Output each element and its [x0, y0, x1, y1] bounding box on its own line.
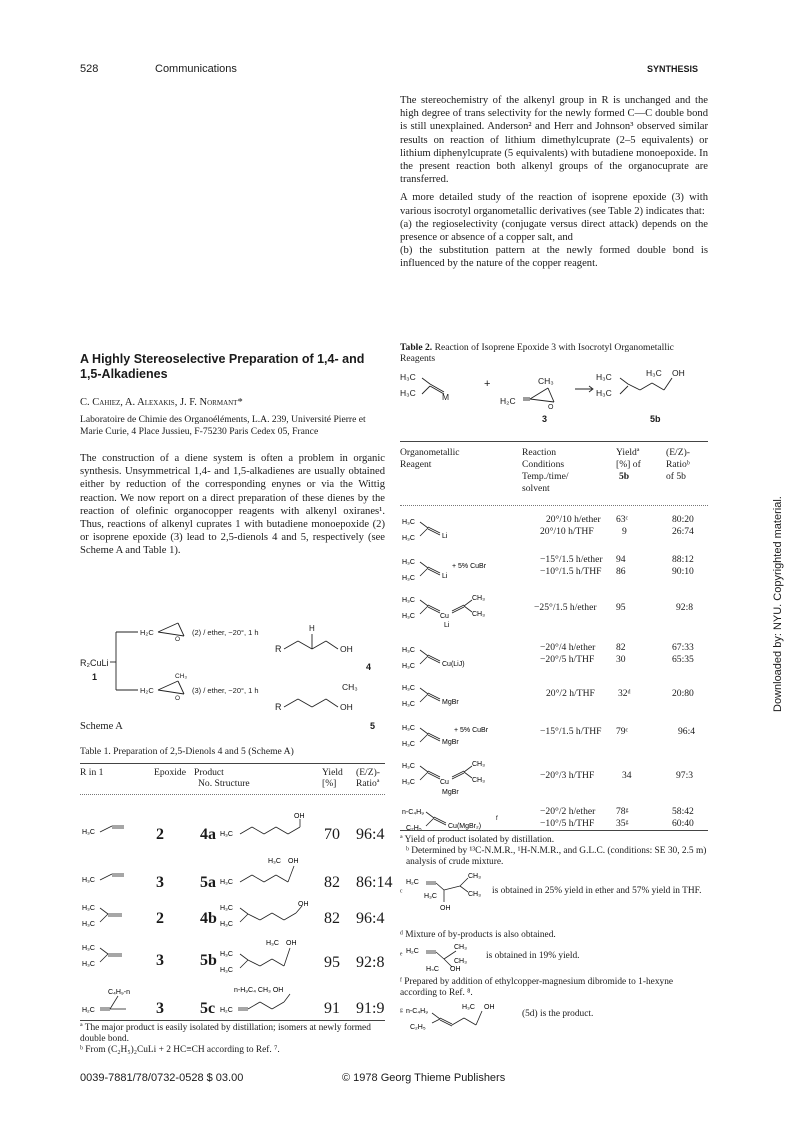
cell-ratio: 91:9 [356, 1000, 385, 1017]
footnote-c [400, 872, 708, 922]
svg-text:Cu(MgBr₂): Cu(MgBr₂) [448, 823, 482, 830]
svg-text:CH₃: CH₃ [454, 958, 467, 965]
cell-yield: 78ᵍ [616, 806, 629, 817]
table1-body [80, 810, 393, 1040]
column-header: [%] [322, 778, 337, 789]
column-header: Conditions [522, 459, 565, 470]
column-header: (E/Z)- [666, 447, 690, 458]
svg-text:C₂H₅: C₂H₅ [406, 825, 422, 832]
footer-copyright: © 1978 Georg Thieme Publishers [342, 1072, 506, 1084]
cell-ratio: 20:80 [672, 688, 694, 699]
svg-text:OH: OH [286, 940, 297, 947]
svg-text:H₃C: H₃C [402, 741, 415, 748]
cell-ratio: 58:42 [672, 806, 694, 817]
journal-name: SYNTHESIS [647, 64, 699, 74]
cell-epoxide: 2 [156, 826, 164, 843]
cell-conditions: 20°/10 h/THF [540, 526, 594, 537]
svg-text:H₃C: H₃C [220, 879, 233, 886]
cell-product-no: 5a [200, 874, 216, 891]
scheme-a [80, 620, 385, 720]
chem-label: O [175, 636, 181, 643]
chem-label: OH [340, 644, 353, 654]
svg-text:H₃C: H₃C [462, 1004, 475, 1011]
svg-text:OH: OH [440, 905, 451, 912]
chem-label: H₂C [140, 628, 154, 637]
compound-number: 5 [370, 721, 376, 731]
cell-yield: 95 [324, 954, 340, 971]
svg-text:n-C₄H₉: n-C₄H₉ [406, 1008, 428, 1015]
svg-text:H₃C: H₃C [426, 966, 439, 971]
svg-text:H₃C: H₃C [402, 519, 415, 526]
svg-text:H₃C: H₃C [402, 663, 415, 670]
svg-text:H₃C: H₃C [402, 725, 415, 732]
footnote-marker: ᵉ [400, 951, 403, 961]
footnote-g [400, 1001, 708, 1031]
svg-text:H₃C: H₃C [424, 893, 437, 900]
cell-yield: 35ᵍ [616, 818, 629, 829]
column-header: solvent [522, 483, 550, 494]
svg-text:CH₃: CH₃ [468, 873, 481, 880]
svg-text:H₃C: H₃C [82, 905, 95, 912]
cell-yield: 82 [324, 874, 340, 891]
authors: C. Cahiez, A. Alexakis, J. F. Normant* [80, 397, 243, 408]
cell-yield: 30 [616, 654, 626, 665]
condition-text: (3) / ether, −20°, 1 h [192, 686, 259, 695]
svg-text:CH₃: CH₃ [468, 891, 481, 898]
svg-text:C₄H₉-n: C₄H₉-n [108, 989, 130, 996]
footnote-d: ᵈ Mixture of by-products is also obtained. [400, 930, 556, 940]
cell-ratio: 26:74 [672, 526, 694, 537]
table-row [400, 638, 708, 674]
column-header: Epoxide [154, 767, 186, 778]
svg-text:CH₃: CH₃ [472, 777, 485, 784]
svg-text:Li: Li [444, 622, 450, 629]
compound-number: 5b [650, 414, 661, 424]
cell-product-no: 4b [200, 910, 217, 927]
column-header: Reagent [400, 459, 432, 470]
cell-ratio: 65:35 [672, 654, 694, 665]
cell-product-no: 5b [200, 952, 217, 969]
reagent-label: R₂CuLi [80, 658, 109, 668]
column-header: (E/Z)- [356, 767, 380, 778]
svg-text:n-C₄H₉: n-C₄H₉ [402, 809, 424, 816]
svg-text:C₂H₅: C₂H₅ [410, 1024, 426, 1031]
svg-text:H₃C: H₃C [402, 613, 415, 620]
svg-text:MgBr: MgBr [442, 789, 459, 796]
table2-header [400, 447, 708, 507]
column-header: of 5b [666, 471, 686, 482]
svg-text:H₃C: H₃C [82, 829, 95, 836]
svg-text:H₂C: H₂C [82, 1007, 95, 1014]
cell-yield: 70 [324, 826, 340, 843]
chem-label: R [275, 644, 282, 654]
cell-conditions: −20°/5 h/THF [540, 654, 595, 665]
cell-yield: 79ᶜ [616, 726, 629, 737]
svg-text:H₃C: H₃C [402, 575, 415, 582]
svg-text:H₃C: H₃C [402, 647, 415, 654]
page-number: 528 [80, 63, 99, 75]
cell-conditions: −20°/4 h/ether [540, 642, 596, 653]
table2-caption [400, 342, 708, 364]
column-header: Temp./time/ [522, 471, 569, 482]
affiliation: Laboratoire de Chimie des Organoéléments, L.A. 239, Université Pierre et Marie Curie, 4 Place Jussieu, F-75230 Paris Cedex 05, France [80, 414, 366, 437]
chem-label: OH [340, 702, 353, 712]
cell-ratio: 97:3 [676, 770, 694, 781]
chem-label: H [309, 624, 315, 633]
table-row [400, 510, 708, 546]
svg-text:H₃C: H₃C [82, 921, 95, 928]
cell-ratio: 80:20 [672, 514, 694, 525]
compound-number: 4 [366, 662, 372, 672]
cell-conditions: −25°/1.5 h/ether [534, 602, 597, 613]
svg-text:MgBr: MgBr [442, 739, 459, 746]
chem-label: R [275, 702, 282, 712]
cell-yield: 91 [324, 1000, 340, 1017]
column-header: 5b [619, 471, 630, 482]
table-row [80, 852, 393, 892]
table-row [400, 758, 708, 802]
section-title: Communications [155, 63, 237, 75]
column-header: Ratioª [356, 778, 380, 789]
svg-text:H₃C: H₃C [402, 535, 415, 542]
cell-ratio: 92:8 [356, 954, 385, 971]
column-header: R in 1 [80, 767, 104, 778]
svg-text:OH: OH [484, 1004, 495, 1011]
svg-text:CH₃: CH₃ [472, 761, 485, 768]
cell-yield: 95 [616, 602, 626, 613]
svg-text:H₃C: H₃C [220, 951, 233, 958]
footnote-text: is obtained in 25% yield in ether and 57% yield in THF. [492, 886, 702, 896]
cell-ratio: 88:12 [672, 554, 694, 565]
table2-footnotes [400, 835, 708, 1031]
body-paragraph: A more detailed study of the reaction of isoprene epoxide (3) with various isocrotyl organometallic derivatives (see Table 2) indicates that: [400, 192, 708, 217]
cell-product-no: 5c [200, 1000, 216, 1017]
compound-number: 1 [92, 672, 98, 682]
svg-text:CH₃: CH₃ [472, 595, 485, 602]
svg-text:Cu(LiJ): Cu(LiJ) [442, 661, 465, 668]
table-row [80, 810, 385, 850]
cell-yield: 82 [324, 910, 340, 927]
chem-label: O [175, 695, 181, 702]
svg-text:H₃C: H₃C [402, 779, 415, 786]
svg-text:OH: OH [450, 966, 461, 971]
svg-text:H₃C: H₃C [82, 945, 95, 952]
table-row [80, 936, 385, 980]
column-header: Ratioᵇ [666, 459, 690, 470]
column-header: No. Structure [198, 778, 250, 789]
cell-conditions: −10°/5 h/THF [540, 818, 595, 829]
svg-text:f: f [496, 816, 498, 822]
cell-yield: 94 [616, 554, 626, 565]
footnote-f: ᶠ Prepared by addition of ethylcopper-magnesium dibromide to 1-hexyne according to Ref. ⁸. [400, 977, 674, 998]
table-row [400, 678, 708, 714]
svg-text:H₃C: H₃C [402, 597, 415, 604]
table2-scheme: H₃C H₃C M + CH₃ H₂C O 3 H₃C H₃C H₃C OH 5b [400, 368, 685, 424]
scheme-label: Scheme A [80, 721, 123, 732]
svg-text:Li: Li [442, 533, 448, 540]
chem-label: CH₃ [342, 682, 358, 692]
cell-epoxide: 3 [156, 952, 164, 969]
column-header: Yieldª [616, 447, 640, 458]
cell-ratio: 96:4 [678, 726, 696, 737]
list-item: (b) the substitution pattern at the newly formed double bond is influenced by the nature of the copper reagent. [400, 245, 708, 270]
svg-text:H₃C: H₃C [402, 701, 415, 708]
svg-text:H₃C: H₃C [82, 877, 95, 884]
cell-ratio: 86:14 [356, 874, 393, 891]
cell-conditions: −20°/2 h/ether [540, 806, 596, 817]
body-paragraph: The stereochemistry of the alkenyl group in R is unchanged and the high degree of trans selectivity for the newly formed C—C double bond is still unexplained. Anderson² and Herr and Johnson³ observed similar results on reaction of lithium dimethylcuprate (2–5 equivalents) or lithium diphenylcuprate (5 equivalents) with butadiene monoepoxide. In the present reaction both alkenyl groups of the organocuprate are transferred. [400, 95, 708, 186]
footnote-a: ª Yield of product isolated by distillation. [400, 835, 555, 845]
list-item: (a) the regioselectivity (conjugate versus direct attack) depends on the presence or absence of a copper salt, and [400, 218, 708, 244]
svg-text:H₃C: H₃C [266, 940, 279, 947]
column-header: Yield [322, 767, 343, 778]
svg-text:H₃C: H₃C [82, 961, 95, 968]
svg-text:H₃C: H₃C [220, 905, 233, 912]
svg-text:OH: OH [294, 813, 305, 820]
svg-text:+ 5% CuBr: + 5% CuBr [452, 563, 487, 570]
cell-conditions: −15°/1.5 h/THF [540, 726, 602, 737]
table-row [400, 550, 708, 586]
cell-yield: 86 [616, 566, 626, 577]
table2-body [400, 510, 708, 830]
svg-text:Cu: Cu [440, 779, 449, 786]
download-watermark: Downloaded by: NYU. Copyrighted material. [772, 496, 784, 712]
table1-footnote-a: ª The major product is easily isolated by distillation; isomers at newly formed double bond. [80, 1023, 371, 1044]
cell-epoxide: 3 [156, 1000, 164, 1017]
svg-text:Li: Li [442, 573, 448, 580]
chem-label: H₂C [140, 686, 154, 695]
table-row [80, 898, 385, 934]
svg-text:OH: OH [298, 901, 309, 908]
footnote-marker: ᵍ [400, 1007, 403, 1017]
table-row [400, 718, 708, 754]
svg-text:MgBr: MgBr [442, 699, 459, 706]
cell-ratio: 92:8 [676, 602, 694, 613]
cell-yield: 32ᵈ [618, 688, 631, 699]
footnote-marker: ᶜ [400, 888, 403, 898]
svg-text:H₃C: H₃C [402, 559, 415, 566]
svg-text:H₃C: H₃C [268, 858, 281, 865]
cell-epoxide: 2 [156, 910, 164, 927]
footnote-b: ᵇ Determined by ¹³C-N.M.R., ¹H-N.M.R., and G.L.C. (conditions: SE 30, 2.5 m) analysis of crude mixture. [406, 846, 707, 867]
svg-text:n-H₉C₄ CH₃ OH: n-H₉C₄ CH₃ OH [234, 987, 284, 994]
cell-conditions: 20°/2 h/THF [546, 688, 595, 699]
cell-yield: 63ᶜ [616, 514, 629, 525]
cell-ratio: 96:4 [356, 910, 385, 927]
svg-text:H₂C: H₂C [406, 948, 419, 955]
article-title: A Highly Stereoselective Preparation of 1,4- and 1,5-Alkadienes [80, 352, 365, 381]
column-header: [%] of [616, 459, 641, 470]
condition-text: (2) / ether, −20°, 1 h [192, 628, 259, 637]
svg-text:H₃C: H₃C [220, 921, 233, 928]
footer-code: 0039-7881/78/0732-0528 $ 03.00 [80, 1072, 244, 1084]
table2-caption-text: Reaction of Isoprene Epoxide 3 with Isocrotyl Organometallic Reagents [400, 342, 674, 364]
svg-text:H₂C: H₂C [406, 879, 419, 886]
svg-text:H₃C: H₃C [220, 831, 233, 838]
footnote-e [400, 941, 708, 971]
chem-label: CH₃ [175, 673, 188, 680]
compound-number: 3 [542, 414, 548, 424]
intro-paragraph: The construction of a diene system is often a problem in organic synthesis. Unsymmetrical 1,4- and 1,5-alkadienes are usually obtained either by reduction of the corresponding enynes or via the Wittig reaction. We now report on a direct preparation of these dienes by the reaction of olefinic organocopper reagents with alkenyl oxiranes¹. Thus, reactions of alkenyl cuprates 1 with butadiene monoepoxide (2) or isoprene epoxide (3) lead to 2,5-dienols 4 and 5, respectively (see Scheme A and Table 1). [80, 453, 385, 557]
table2-caption-label: Table 2. [400, 342, 433, 353]
cell-epoxide: 3 [156, 874, 164, 891]
cell-yield: 34 [622, 770, 632, 781]
svg-text:H₃C: H₃C [220, 967, 233, 974]
svg-text:+ 5% CuBr: + 5% CuBr [454, 727, 489, 734]
cell-ratio: 67:33 [672, 642, 694, 653]
cell-ratio: 60:40 [672, 818, 694, 829]
svg-text:H₂C: H₂C [220, 1007, 233, 1014]
cell-product-no: 4a [200, 826, 216, 843]
cell-conditions: −15°/1.5 h/ether [540, 554, 603, 565]
svg-text:OH: OH [288, 858, 299, 865]
table1-footnote-b: ᵇ From (C₂H₅)₂CuLi + 2 HC≡CH according to Ref. ⁷. [80, 1045, 280, 1055]
footnote-text: is obtained in 19% yield. [486, 951, 580, 961]
cell-conditions: −20°/3 h/THF [540, 770, 595, 781]
cell-conditions: −10°/1.5 h/THF [540, 566, 602, 577]
svg-text:H₃C: H₃C [402, 685, 415, 692]
column-header: Organometallic [400, 447, 460, 458]
svg-text:CH₃: CH₃ [472, 611, 485, 618]
cell-ratio: 96:4 [356, 826, 385, 843]
table1-caption: Table 1. Preparation of 2,5-Dienols 4 and 5 (Scheme A) [80, 746, 294, 757]
cell-conditions: 20°/10 h/ether [546, 514, 601, 525]
svg-text:H₃C: H₃C [402, 763, 415, 770]
column-header: Product [194, 767, 224, 778]
svg-text:Cu: Cu [440, 613, 449, 620]
table-row [400, 590, 708, 634]
svg-text:CH₃: CH₃ [454, 944, 467, 951]
cell-yield: 9 [622, 526, 627, 537]
column-header: Reaction [522, 447, 557, 458]
cell-ratio: 90:10 [672, 566, 694, 577]
footnote-text: (5d) is the product. [522, 1009, 594, 1019]
cell-yield: 82 [616, 642, 626, 653]
